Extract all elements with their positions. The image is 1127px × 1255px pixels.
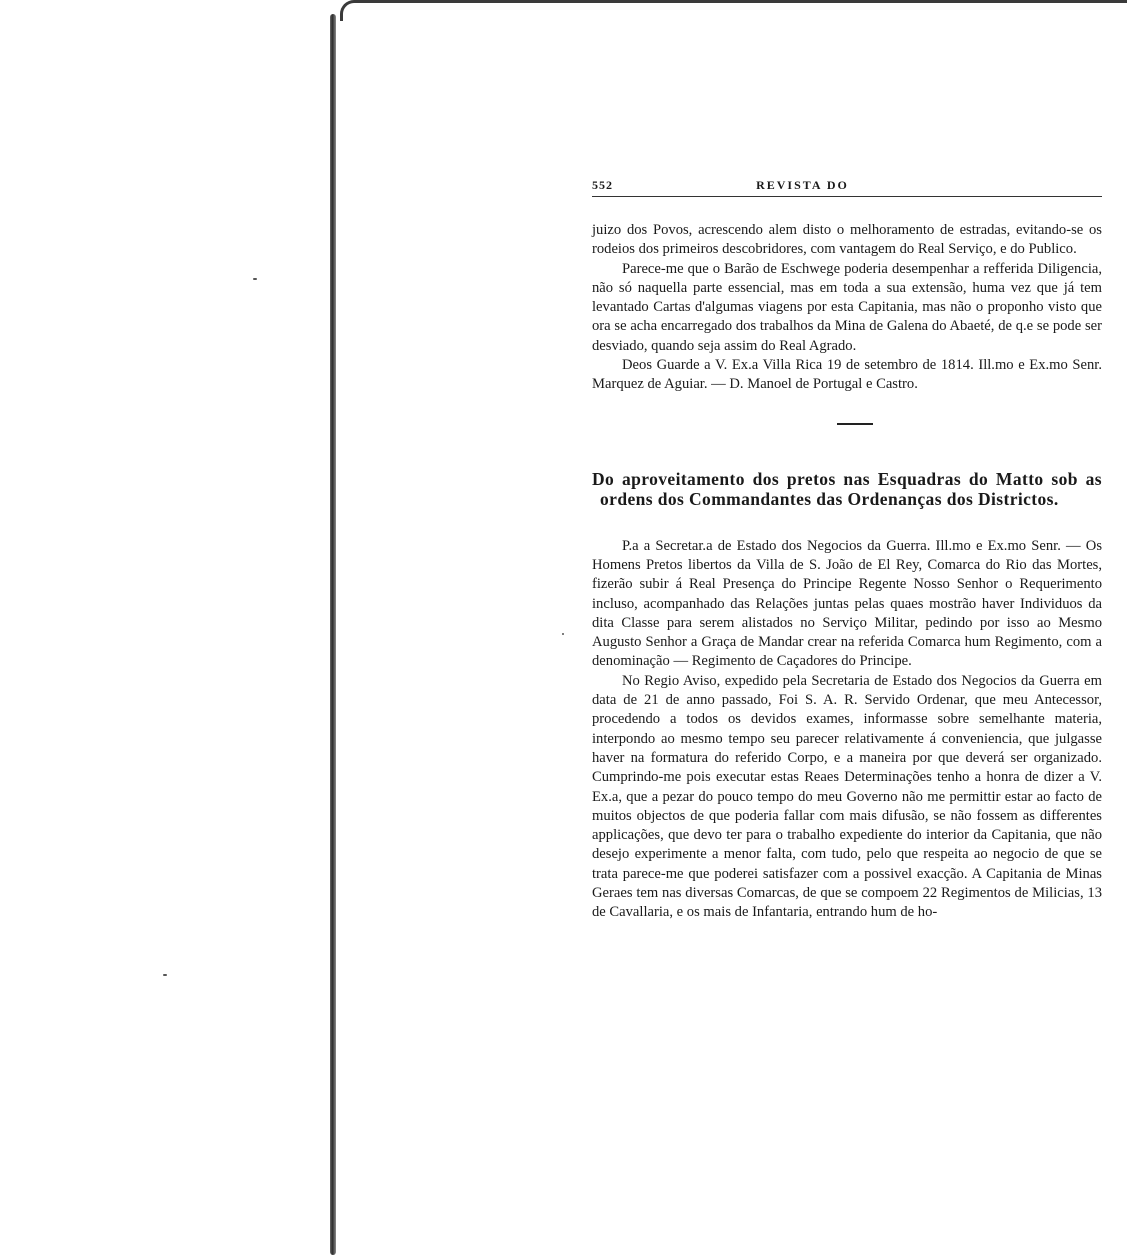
closing-signature: Deos Guarde a V. Ex.a Villa Rica 19 de setembro de 1814. Ill.mo e Ex.mo Senr. Marquez de Aguiar. — D. Manoel de Portugal e Castro. [592,357,1102,393]
running-title: REVISTA DO [756,178,849,192]
page-number: 552 [592,178,613,192]
paragraph: juizo dos Povos, acrescendo alem disto o melhoramento de estradas, evitando-se os rodeios dos primeiros descobridores, com vantagem do Real Serviço, e do Publico. [592,222,1102,258]
paragraph: Parece-me que o Barão de Eschwege poderia desempenhar a refferida Diligencia, não só naquella parte essencial, mas em toda a sua extensão, huma vez que já tem levantado Cartas d'algumas viagens por esta Capitania, mas não o proponho visto que ora se acha encarregado dos trabalhos da Mina de Galena do Abaeté, de q.e se pode ser desviado, quando seja assim do Real Agrado. [592,260,1102,354]
running-head [592,178,1102,197]
scan-speck [163,974,167,976]
paragraph: No Regio Aviso, expedido pela Secretaria de Estado dos Negocios da Guerra em data de 21 de anno passado, Foi S. A. R. Servido Ordenar, que meu Antecessor, procedendo a todos os devidos exames, informasse sobre semelhante materia, interpondo ao mesmo tempo seu parecer relativamente á conveniencia, que julgasse haver na formatura do referido Corpo, e a maneira por que deverá ser organizado. Cumprindo-me pois executar estas Reaes Determinações tenho a honra de dizer a V. Ex.a, que a pezar do pouco tempo do meu Governo não me permittir estar ao facto de muitos objectos de que poderia fallar com mais difusão, se não fossem as differentes applicações, que devo ter para o trabalho expediente do interior da Capitania, que não desejo experimente a menor falta, com tudo, pelo que respeita ao negocio de que se trata parece-me que poderei satisfazer com a possivel exacção. A Capitania de Minas Geraes tem nas diversas Comarcas, de que se compoem 22 Regimentos de Milicias, 13 de Cavallaria, e os mais de Infantaria, entrando hum de ho- [592,672,1102,921]
scan-speck [562,633,564,635]
section-heading: Do aproveitamento dos pretos nas Esquadras do Matto sob as ordens dos Commandantes das Ordenanças dos Districtos. [592,468,1102,509]
paragraph: P.a a Secretar.a de Estado dos Negocios da Guerra. Ill.mo e Ex.mo Senr. — Os Homens Pretos libertos da Villa de S. João de El Rey, Comarca do Rio das Mortes, fizerão subir á Real Presença do Principe Regente Nosso Senhor o Requerimento incluso, acompanhado das Relações juntas pelas quaes mostrão haver Individuos da dita Classe para serem alistados no Serviço Militar, pedindo por isso ao Mesmo Augusto Senhor a Graça de Mandar crear na referida Comarca hum Regimento, com a denominação — Regimento de Caçadores do Principe. [592,537,1102,670]
scan-speck [253,278,257,280]
section-divider [837,423,873,425]
book-gutter [330,14,336,1255]
page-top-edge [340,0,1127,21]
document-page [592,178,1102,923]
left-page-margin [0,0,336,1255]
